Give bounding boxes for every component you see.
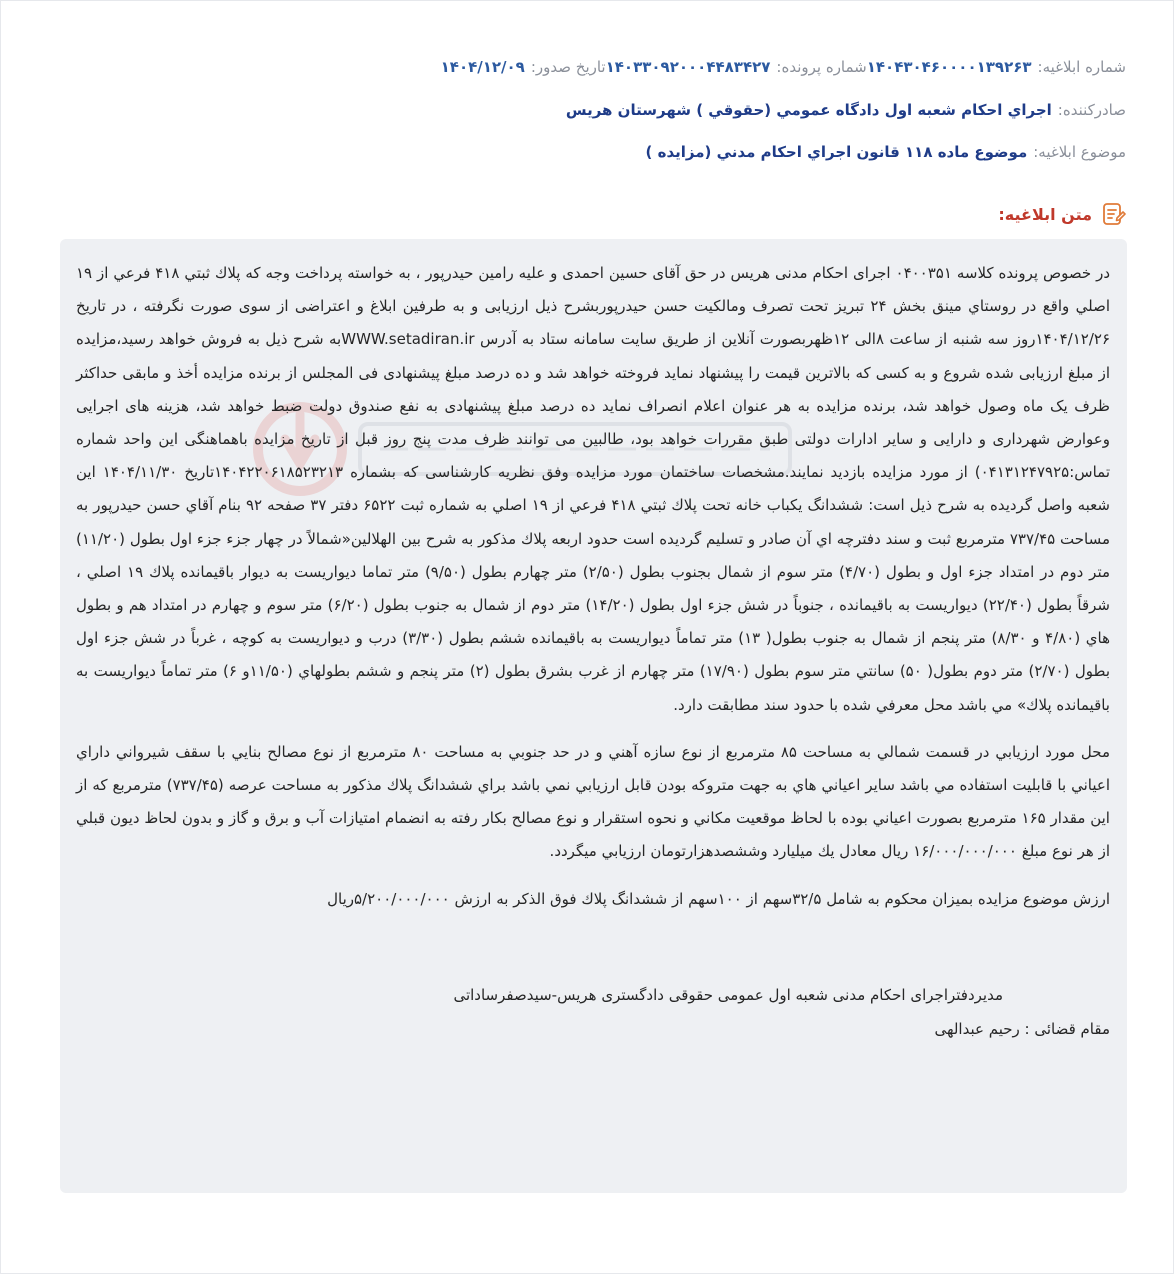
notice-number-value: ۱۴۰۴۳۰۴۶۰۰۰۰۱۳۹۲۶۳ xyxy=(866,58,1032,76)
notice-paragraph-3: ارزش موضوع مزايده بميزان محكوم به شامل ۳۲/۵سهم از ۱۰۰سهم از ششدانگ پلاك فوق الذكر به ارزش ۵/۲۰۰/۰۰۰/۰۰۰ريال xyxy=(327,889,1110,908)
notice-paragraph-1 xyxy=(76,257,1110,722)
signature-office: مديردفتراجرای احکام مدنی شعبه اول عمومی حقوقی دادگستری هريس-سيدصفرساداتى xyxy=(453,985,1003,1004)
meta-row-issuer xyxy=(48,101,1126,119)
notice-paragraph-1-rest: به شرح ذیل به فروش خواهد رسید،مزایده از مبلغ ارزیابی شده شروع و به کسی که بالاترین قیمت را پیشنهاد نماید فروخته خواهد شد و ده درصد مبلغ پیشنهادی فی المجلس از برنده مزایده أخذ و مابقی حداکثر ظرف یک ماه وصول خواهد شد، برنده مزایده به هر عنوان اعلام انصراف نماید ده درصد مبلغ پیشنهادی به نفع صندوق دولت ضبط خواهد شد، هزینه های اجرایی وعوارض شهرداری و دارایی و سایر ادارات دولتی طبق مقررات خواهد بود، طالبین می توانند ظرف مدت پنج روز قبل از تاریخ مزایده باهماهنگی این واحد شماره تماس:۰۴۱۳۱۲۴۷۹۲۵) از مورد مزایده بازدید نمایند.مشخصات ساختمان مورد مزايده وفق نظريه كارشناسى كه بشماره ۱۴۰۴۲۲۰۶۱۸۵۲۳۲۱۳تاريخ ۱۴۰۴/۱۱/۳۰ اين شعبه واصل گرديده به شرح ذيل است: ششدانگ يكباب خانه تحت پلاك ثبتي ۴۱۸ فرعي از ۱۹ اصلي به شماره ثبت ۶۵۲۲ دفتر ۳۷ صفحه ۹۲ بنام آقاي حسن حيدرپور به مساحت ۷۳۷/۴۵ مترمربع ثبت و سند دفترچه اي آن صادر و تسليم گرديده است حدود اربعه پلاك مذكور به شرح بين الهلالين«شمالاً در چهار جزء جزء اول بطول (۱۱/۲۰) متر دوم در امتداد جزء اول و بطول (۴/۷۰) متر سوم از شمال بجنوب بطول (۲/۵۰) متر چهارم بطول (۹/۵۰) متر تماما ديواريست به ديوار باقيمانده پلاك ۱۹ اصلي ، شرقاً بطول (۲۲/۴۰) ديواريست به باقيمانده ، جنوباً در شش جزء اول بطول (۱۴/۲۰) متر دوم از شمال به جنوب بطول (۶/۲۰) متر سوم و چهارم در امتداد هم و بطول هاي (۴/۸۰ و ۸/۳۰) متر پنجم از شمال به جنوب بطول( ۱۳) متر تماماً ديواريست به باقيمانده ششم بطول (۳/۳۰) درب و ديواريست به كوچه ، غرباً در شش جزء اول بطول (۲/۷۰) متر دوم بطول( ۵۰) سانتي متر سوم بطول (۱۷/۹۰) متر چهارم از غرب بشرق بطول (۲) متر پنجم و ششم بطولهاي (۱۱/۵۰و ۶) متر تماماً ديواريست به باقيمانده پلاك» مي باشد محل معرفي شده با حدود سند مطابقت دارد. xyxy=(76,330,1111,714)
judicial-authority: مقام قضائی : رحیم عبدالهی xyxy=(934,1019,1110,1038)
issue-date-label: تاریخ صدور: xyxy=(530,58,606,76)
meta-row-subject xyxy=(48,143,1126,161)
issue-date xyxy=(441,58,606,76)
notice-body xyxy=(60,239,1127,1193)
notice-number xyxy=(867,58,1126,76)
notice-paragraph-2: محل مورد ارزيابي در قسمت شمالي به مساحت ۸۵ مترمربع از نوع سازه آهني و در حد جنوبي به مساحت ۸۰ مترمربع از نوع مصالح بنايي با سقف شيرواني داراي اعياني با قابليت استفاده مي باشد ساير اعياني هاي به جهت متروكه بودن قابل ارزيابي نمي باشد براي ششدانگ پلاك مذكور به مساحت عرصه (۷۳۷/۴۵) مترمربع كه از اين مقدار ۱۶۵ مترمربع بصورت اعياني بوده با لحاظ موقعيت مكاني و نحوه استقرار و نوع مصالح بكار رفته به انضمام امتيازات آب و برق و گاز و بدون لحاظ ديون قبلي از هر نوع مبلغ ۱۶/۰۰۰/۰۰۰/۰۰۰ ريال معادل يك ميليارد وششصدهزارتومان ارزيابي ميگردد. xyxy=(76,742,1110,861)
issuer-value: اجراي احكام شعبه اول دادگاه عمومي (حقوقي ) شهرستان هريس xyxy=(565,101,1052,119)
case-number-label: شماره پرونده: xyxy=(776,58,867,76)
notice-heading-text: متن ابلاغیه: xyxy=(998,204,1092,224)
issuer xyxy=(566,101,1126,119)
subject-label: موضوع ابلاغیه: xyxy=(1033,143,1126,161)
document-note-icon xyxy=(1100,201,1126,227)
notice-paragraph-1-start: در خصوص پرونده کلاسه ۰۴۰۰۳۵۱ اجرای احکام مدنی هریس در حق آقای حسین احمدی و علیه رامین حیدرپور ، به خواسته پرداخت وجه که پلاك ثبتي ۴۱۸ فرعي از ۱۹ اصلي واقع در روستاي مينق بخش ۲۴ تبريز تحت تصرف ومالكيت حسن حيدرپوربشرح ذيل ارزيابى و به طرفين ابلاغ و اعتراضى از سوى صورت نگرفته ، در تاریخ ۱۴۰۴/۱۲/۲۶روز سه شنبه از ساعت ۸الی ۱۲ظهربصورت آنلاین از طریق سایت سامانه ستاد به آدرس xyxy=(76,264,1111,349)
notice-number-label: شماره ابلاغیه: xyxy=(1037,58,1126,76)
subject xyxy=(646,143,1126,161)
issuer-label: صادرکننده: xyxy=(1057,101,1126,119)
setadiran-url: WWW.setadiran.ir xyxy=(341,330,475,349)
notice-heading xyxy=(998,201,1126,227)
case-number-value: ۱۴۰۳۳۰۹۲۰۰۰۴۴۸۳۴۲۷ xyxy=(605,58,771,76)
subject-value: موضوع ماده ۱۱۸ قانون اجراي احكام مدني (مزايده ) xyxy=(645,143,1028,161)
issue-date-value: ۱۴۰۴/۱۲/۰۹ xyxy=(440,58,525,76)
meta-row-numbers xyxy=(48,58,1126,76)
case-number xyxy=(606,58,867,76)
